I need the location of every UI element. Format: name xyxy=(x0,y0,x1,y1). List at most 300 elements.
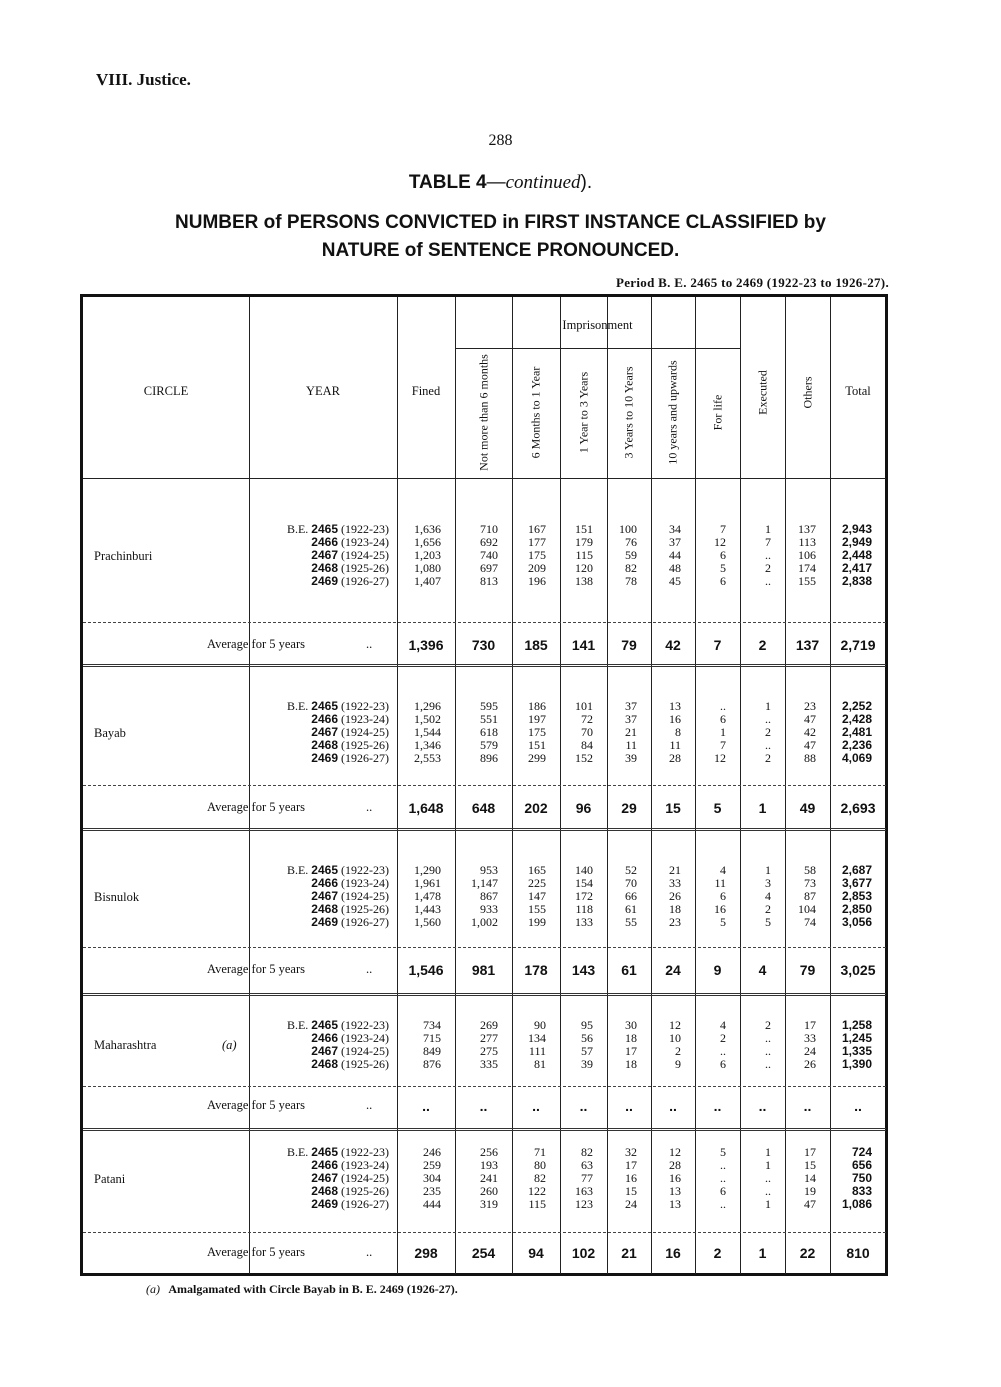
table-cell: 1,296 xyxy=(414,699,441,713)
year-be: 2466 xyxy=(311,535,338,549)
average-cell: 1 xyxy=(758,1245,767,1261)
year-be: 2467 xyxy=(311,1044,338,1058)
table-cell: 82 xyxy=(581,1145,593,1159)
table-cell: 32 xyxy=(625,1145,637,1159)
table-cell: 579 xyxy=(480,738,498,752)
table-cell: 58 xyxy=(804,863,816,877)
year-ce: (1924-25) xyxy=(338,1044,389,1058)
table-cell: 11 xyxy=(625,738,637,752)
table-cell: .. xyxy=(720,1158,726,1172)
table-cell: 18 xyxy=(625,1057,637,1071)
table-cell: 66 xyxy=(625,889,637,903)
table-cell: 750 xyxy=(851,1171,872,1185)
table-cell: 42 xyxy=(804,725,816,739)
year-label xyxy=(249,916,389,929)
average-cell: 648 xyxy=(471,800,496,816)
table-cell: 101 xyxy=(575,699,593,713)
average-divider xyxy=(83,785,886,786)
year-ce: (1924-25) xyxy=(338,889,389,903)
table-cell: 225 xyxy=(528,876,546,890)
table-cell: 24 xyxy=(625,1197,637,1211)
table-cell: 849 xyxy=(423,1044,441,1058)
header-circle: CIRCLE xyxy=(143,384,189,398)
table-cell: 163 xyxy=(575,1184,593,1198)
average-cell: 730 xyxy=(471,637,496,653)
table-cell: 734 xyxy=(423,1018,441,1032)
year-ce: (1922-23) xyxy=(338,863,389,877)
average-cell: 1,648 xyxy=(408,800,444,816)
table-cell: 154 xyxy=(575,876,593,890)
average-cell: 79 xyxy=(799,962,816,978)
table-cell: 151 xyxy=(528,738,546,752)
table-cell: 56 xyxy=(581,1031,593,1045)
table-cell: 1,290 xyxy=(414,863,441,877)
header-imprisonment-col: 1 Year to 3 Years xyxy=(576,371,590,454)
table-cell: 304 xyxy=(423,1171,441,1185)
year-be: 2465 xyxy=(311,863,338,877)
year-ce: (1926-27) xyxy=(338,574,389,588)
table-cell: 151 xyxy=(575,522,593,536)
year-ce: (1925-26) xyxy=(338,561,389,575)
table-cell: 11 xyxy=(669,738,681,752)
table-cell: 18 xyxy=(625,1031,637,1045)
table-cell: 24 xyxy=(804,1044,816,1058)
table-cell: 1,002 xyxy=(471,915,498,929)
imprisonment-underline xyxy=(455,348,740,349)
year-be: 2466 xyxy=(311,876,338,890)
average-cell: 94 xyxy=(528,1245,544,1261)
average-leader: .. xyxy=(366,1098,373,1112)
circle-name: Maharashtra xyxy=(94,1038,157,1052)
average-cell: 42 xyxy=(665,637,681,653)
year-be: 2466 xyxy=(311,1158,338,1172)
table-cell: 2,252 xyxy=(841,699,872,713)
section-divider xyxy=(83,664,886,667)
average-cell: 4 xyxy=(758,962,767,978)
year-be: 2469 xyxy=(311,574,338,588)
year-prefix: B.E. xyxy=(286,863,312,877)
header-imprisonment-col: 6 Months to 1 Year xyxy=(528,366,543,459)
table-cell: 2,417 xyxy=(841,561,872,575)
average-cell: 24 xyxy=(665,962,681,978)
table-cell: 1 xyxy=(765,1145,771,1159)
table-cell: 2 xyxy=(765,1018,771,1032)
table-cell: 23 xyxy=(669,915,681,929)
table-cell: .. xyxy=(720,1197,726,1211)
table-cell: 319 xyxy=(480,1197,498,1211)
table-cell: 2,236 xyxy=(841,738,872,752)
year-ce: (1926-27) xyxy=(338,1197,389,1211)
average-cell: 141 xyxy=(571,637,596,653)
table-cell: 82 xyxy=(625,561,637,575)
year-be: 2468 xyxy=(311,1057,338,1071)
table-cell: 15 xyxy=(804,1158,816,1172)
table-cell: 33 xyxy=(804,1031,816,1045)
header-imprisonment: Imprisonment xyxy=(562,318,633,332)
table-cell: 953 xyxy=(480,863,498,877)
circle-name: Patani xyxy=(94,1171,126,1186)
table-cell: 269 xyxy=(480,1018,498,1032)
table-cell: 17 xyxy=(804,1145,816,1159)
table-cell: 140 xyxy=(575,863,593,877)
footnote-text: Amalgamated with Circle Bayab in B. E. 2469 (1926-27). xyxy=(168,1282,458,1296)
table-cell: 1,086 xyxy=(841,1197,872,1211)
table-cell: 196 xyxy=(528,574,546,588)
table-cell: 2,949 xyxy=(841,535,872,549)
average-cell: 143 xyxy=(571,962,596,978)
table-cell: 277 xyxy=(480,1031,498,1045)
table-cell: 63 xyxy=(581,1158,593,1172)
table-cell: 33 xyxy=(669,876,681,890)
table-cell: 10 xyxy=(669,1031,681,1045)
year-be: 2467 xyxy=(311,725,338,739)
year-prefix: B.E. xyxy=(286,522,312,536)
table-cell: .. xyxy=(765,712,771,726)
table-cell: 595 xyxy=(480,699,498,713)
table-cell: 72 xyxy=(581,712,593,726)
circle-name: Prachinburi xyxy=(94,548,153,563)
table-cell: 5 xyxy=(765,915,771,929)
average-label: Average for 5 years xyxy=(207,800,305,814)
average-divider xyxy=(83,1086,886,1087)
table-cell: 1,544 xyxy=(414,725,441,739)
average-cell: 21 xyxy=(621,1245,637,1261)
year-be: 2468 xyxy=(311,561,338,575)
average-cell: 15 xyxy=(665,800,681,816)
year-be: 2468 xyxy=(311,1184,338,1198)
table-cell: 13 xyxy=(669,699,681,713)
table-cell: 104 xyxy=(798,902,816,916)
table-cell: 2,850 xyxy=(841,902,872,916)
table-cell: 656 xyxy=(851,1158,872,1172)
year-be: 2467 xyxy=(311,548,338,562)
table-cell: 28 xyxy=(669,1158,681,1172)
table-cell: 47 xyxy=(804,738,816,752)
table-cell: 30 xyxy=(625,1018,637,1032)
average-cell: 1 xyxy=(758,800,767,816)
year-ce: (1923-24) xyxy=(338,1031,389,1045)
table-cell: 444 xyxy=(423,1197,441,1211)
year-be: 2469 xyxy=(311,751,338,765)
table-cell: 95 xyxy=(581,1018,593,1032)
average-cell: .. xyxy=(758,1098,767,1114)
year-label xyxy=(249,1058,389,1071)
table-cell: 90 xyxy=(534,1018,546,1032)
table-cell: 16 xyxy=(625,1171,637,1185)
table-cell: 2,481 xyxy=(841,725,872,739)
table-cell: 335 xyxy=(480,1057,498,1071)
table-cell: 17 xyxy=(625,1044,637,1058)
header-year: YEAR xyxy=(305,384,341,398)
year-ce: (1922-23) xyxy=(338,699,389,713)
table-cell: 1 xyxy=(765,699,771,713)
table-cell: 172 xyxy=(575,889,593,903)
table-cell: 1 xyxy=(765,522,771,536)
table-cell: 12 xyxy=(714,535,726,549)
table-cell: 16 xyxy=(714,902,726,916)
table-cell: 209 xyxy=(528,561,546,575)
table-cell: 80 xyxy=(534,1158,546,1172)
table-cell: 2,448 xyxy=(841,548,872,562)
table-cell: 118 xyxy=(575,902,593,916)
circle-name: Bayab xyxy=(94,725,126,740)
table-cell: 82 xyxy=(534,1171,546,1185)
table-cell: 1,407 xyxy=(414,574,441,588)
table-cell: 175 xyxy=(528,725,546,739)
average-cell: .. xyxy=(803,1098,812,1114)
average-leader: .. xyxy=(366,962,373,976)
circle-note: (a) xyxy=(222,1038,237,1052)
table-cell: .. xyxy=(765,1184,771,1198)
average-cell: 178 xyxy=(524,962,548,978)
average-cell: 22 xyxy=(799,1245,816,1261)
table-cell: 59 xyxy=(625,548,637,562)
table-cell: 133 xyxy=(575,915,593,929)
average-cell: 298 xyxy=(414,1245,438,1261)
table-cell: 47 xyxy=(804,1197,816,1211)
average-cell: 5 xyxy=(713,800,722,816)
average-cell: 3,025 xyxy=(840,962,876,978)
table-cell: 867 xyxy=(480,889,498,903)
table-cell: 17 xyxy=(804,1018,816,1032)
table-cell: 2 xyxy=(765,751,771,765)
average-cell: 2,719 xyxy=(840,637,876,653)
average-cell: 96 xyxy=(575,800,592,816)
table-cell: 111 xyxy=(528,1044,546,1058)
table-cell: 2 xyxy=(765,902,771,916)
table-cell: 113 xyxy=(798,535,816,549)
table-cell: 9 xyxy=(675,1057,681,1071)
table-cell: 37 xyxy=(625,712,637,726)
table-cell: 715 xyxy=(423,1031,441,1045)
average-cell: 981 xyxy=(471,962,496,978)
table-cell: 299 xyxy=(528,751,546,765)
average-cell: 29 xyxy=(621,800,637,816)
table-cell: 246 xyxy=(423,1145,441,1159)
average-divider xyxy=(83,622,886,623)
year-ce: (1925-26) xyxy=(338,1057,389,1071)
footnote-mark: (a) xyxy=(146,1282,160,1296)
section-title: VIII. Justice. xyxy=(96,70,191,89)
year-ce: (1922-23) xyxy=(338,1018,389,1032)
average-label: Average for 5 years xyxy=(207,1098,305,1112)
table-cell: 3,056 xyxy=(841,915,872,929)
year-label xyxy=(249,575,389,588)
average-cell: .. xyxy=(579,1098,588,1114)
footnote xyxy=(146,1282,458,1297)
table-cell: 710 xyxy=(480,522,498,536)
table-cell: 177 xyxy=(528,535,546,549)
table-cell: 115 xyxy=(575,548,593,562)
table-cell: 1,258 xyxy=(841,1018,872,1032)
average-cell: 2 xyxy=(713,1245,722,1261)
table-cell: 26 xyxy=(804,1057,816,1071)
table-cell: 26 xyxy=(669,889,681,903)
table-cell: 4 xyxy=(720,863,726,877)
table-cell: 100 xyxy=(619,522,637,536)
table-cell: 45 xyxy=(669,574,681,588)
table-cell: 44 xyxy=(669,548,681,562)
year-be: 2469 xyxy=(311,915,338,929)
year-ce: (1923-24) xyxy=(338,712,389,726)
table-cell: 6 xyxy=(720,1057,726,1071)
average-cell: .. xyxy=(625,1098,633,1114)
table-cell: 1,147 xyxy=(471,876,498,890)
table-cell: 174 xyxy=(798,561,816,575)
table-cell: 4,069 xyxy=(841,751,872,765)
average-cell: .. xyxy=(422,1098,430,1114)
table-cell: 1 xyxy=(720,725,726,739)
year-be: 2468 xyxy=(311,902,338,916)
table-cell: 2 xyxy=(765,561,771,575)
table-cell: 813 xyxy=(480,574,498,588)
table-label: TABLE 4 xyxy=(408,172,487,193)
average-cell: 49 xyxy=(799,800,816,816)
table-cell: 19 xyxy=(804,1184,816,1198)
table-cell: 1,656 xyxy=(414,535,441,549)
table-cell: 5 xyxy=(720,1145,726,1159)
average-divider xyxy=(83,1232,886,1233)
table-cell: 3 xyxy=(765,876,771,890)
average-divider xyxy=(83,947,886,948)
year-ce: (1923-24) xyxy=(338,535,389,549)
table-cell: .. xyxy=(765,1031,771,1045)
table-cell: 55 xyxy=(625,915,637,929)
table-cell: 724 xyxy=(851,1145,872,1159)
table-cell: 61 xyxy=(625,902,637,916)
table-cell: 551 xyxy=(480,712,498,726)
average-cell: .. xyxy=(669,1098,677,1114)
table-cell: 2,553 xyxy=(414,751,441,765)
header-divider xyxy=(83,478,886,479)
table-cell: 199 xyxy=(528,915,546,929)
average-cell: 2,693 xyxy=(840,800,876,816)
table-cell: 78 xyxy=(625,574,637,588)
table-cell: 165 xyxy=(528,863,546,877)
average-label: Average for 5 years xyxy=(207,637,305,651)
heading-line-1: NUMBER of PERSONS CONVICTED in FIRST INSTANCE CLASSIFIED by xyxy=(175,212,826,233)
table-cell: 6 xyxy=(720,889,726,903)
table-cell: 147 xyxy=(528,889,546,903)
table-cell: 37 xyxy=(669,535,681,549)
table-cell: 123 xyxy=(575,1197,593,1211)
year-be: 2466 xyxy=(311,712,338,726)
table-cell: 6 xyxy=(720,548,726,562)
table-cell: 5 xyxy=(720,915,726,929)
table-cell: 39 xyxy=(581,1057,593,1071)
table-cell: 21 xyxy=(669,863,681,877)
year-ce: (1925-26) xyxy=(338,738,389,752)
table-cell: .. xyxy=(765,1057,771,1071)
table-cell: 11 xyxy=(714,876,726,890)
table-cell: 39 xyxy=(625,751,637,765)
table-cell: 2,838 xyxy=(841,574,872,588)
table-cell: 5 xyxy=(720,561,726,575)
table-cell: 2 xyxy=(675,1044,681,1058)
table-cell: 88 xyxy=(804,751,816,765)
table-cell: 833 xyxy=(851,1184,872,1198)
table-cell: 8 xyxy=(675,725,681,739)
table-cell: 275 xyxy=(480,1044,498,1058)
table-cell: 18 xyxy=(669,902,681,916)
table-cell: 692 xyxy=(480,535,498,549)
table-cell: 179 xyxy=(575,535,593,549)
table-cell: 259 xyxy=(423,1158,441,1172)
table-cell: .. xyxy=(720,1044,726,1058)
table-cell: 6 xyxy=(720,574,726,588)
average-cell: .. xyxy=(532,1098,540,1114)
table-cell: 48 xyxy=(669,561,681,575)
table-cell: 134 xyxy=(528,1031,546,1045)
table-cell: 21 xyxy=(625,725,637,739)
table-cell: 186 xyxy=(528,699,546,713)
table-cell: 1,335 xyxy=(841,1044,872,1058)
year-ce: (1924-25) xyxy=(338,725,389,739)
table-cell: 120 xyxy=(575,561,593,575)
year-prefix: B.E. xyxy=(286,699,312,713)
section-divider xyxy=(83,1128,886,1131)
table-cell: 2,428 xyxy=(841,712,872,726)
table-cell: 4 xyxy=(720,1018,726,1032)
year-ce: (1922-23) xyxy=(338,522,389,536)
year-be: 2465 xyxy=(311,1018,338,1032)
period-label: Period B. E. 2465 to 2469 (1922-23 to 1926-27). xyxy=(616,275,889,290)
table-cell: 235 xyxy=(423,1184,441,1198)
table-cell: 1,443 xyxy=(414,902,441,916)
average-leader: .. xyxy=(366,800,373,814)
average-cell: .. xyxy=(713,1098,722,1114)
table-cell: .. xyxy=(765,574,771,588)
table-suffix: continued xyxy=(505,172,581,193)
year-be: 2465 xyxy=(311,1145,338,1159)
average-cell: 137 xyxy=(795,637,820,653)
table-cell: 16 xyxy=(669,1171,681,1185)
table-cell: 12 xyxy=(669,1018,681,1032)
table-cell: 152 xyxy=(575,751,593,765)
table-cell: 23 xyxy=(804,699,816,713)
table-cell: 1,961 xyxy=(414,876,441,890)
table-cell: 1,478 xyxy=(414,889,441,903)
average-leader: .. xyxy=(366,1245,373,1259)
average-label: Average for 5 years xyxy=(207,1245,305,1259)
header-imprisonment-col: 10 years and upwards xyxy=(665,360,680,465)
table-cell: 87 xyxy=(804,889,816,903)
page-number: 288 xyxy=(488,132,513,149)
table-cell: 256 xyxy=(480,1145,498,1159)
year-ce: (1923-24) xyxy=(338,876,389,890)
average-cell: 16 xyxy=(665,1245,681,1261)
table-cell: 84 xyxy=(581,738,593,752)
table-cell: 155 xyxy=(528,902,546,916)
table-cell: 47 xyxy=(804,712,816,726)
header-imprisonment-col: For life xyxy=(710,394,724,431)
table-cell: 70 xyxy=(625,876,637,890)
year-prefix: B.E. xyxy=(286,1145,312,1159)
table-cell: 2,943 xyxy=(841,522,872,536)
header-imprisonment-col: Not more than 6 months xyxy=(476,354,490,471)
average-cell: 254 xyxy=(471,1245,496,1261)
table-cell: 74 xyxy=(804,915,816,929)
table-cell: 28 xyxy=(669,751,681,765)
table-cell: 1,245 xyxy=(841,1031,872,1045)
table-cell: 1,346 xyxy=(414,738,441,752)
average-cell: 9 xyxy=(713,962,722,978)
table-cell: 1,636 xyxy=(414,522,441,536)
table-cell: 2,853 xyxy=(841,889,872,903)
table-cell: 73 xyxy=(804,876,816,890)
table-cell: 16 xyxy=(669,712,681,726)
table-cell: 77 xyxy=(581,1171,593,1185)
